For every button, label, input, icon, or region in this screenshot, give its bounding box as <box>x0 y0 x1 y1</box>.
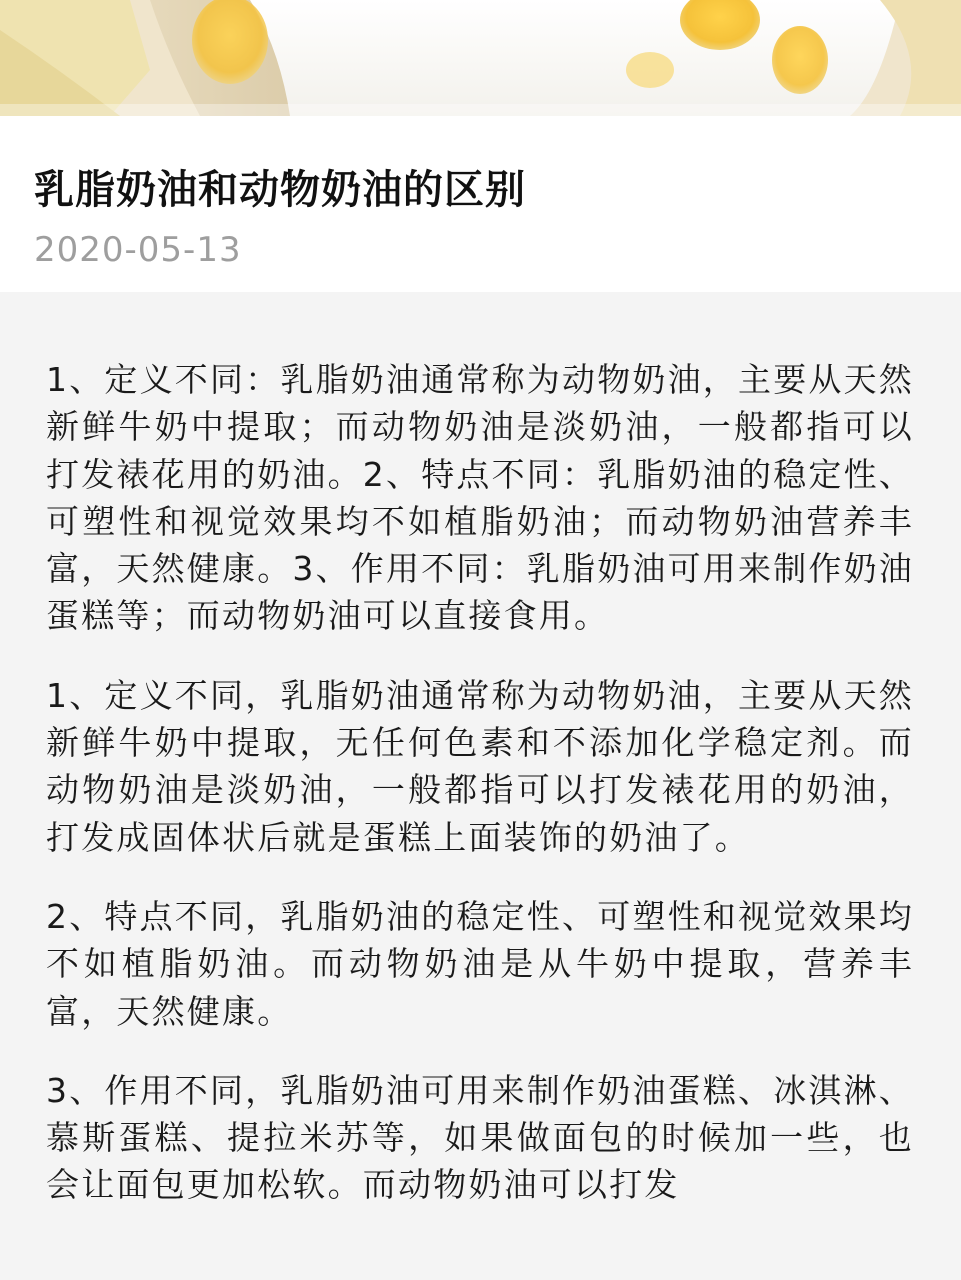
article-title: 乳脂奶油和动物奶油的区别 <box>34 167 526 213</box>
article-header <box>0 116 961 292</box>
paragraph-usage: 3、作用不同，乳脂奶油可用来制作奶油蛋糕、冰淇淋、慕斯蛋糕、提拉米苏等，如果做面包的时候加一些，也会让面包更加松软。而动物奶油可以打发 <box>46 1070 914 1205</box>
publish-date: 2020-05-13 <box>34 230 242 270</box>
paragraph-summary: 1、定义不同：乳脂奶油通常称为动物奶油，主要从天然新鲜牛奶中提取；而动物奶油是淡奶油，一般都指可以打发裱花用的奶油。2、特点不同：乳脂奶油的稳定性、可塑性和视觉效果均不如植脂奶油；而动物奶油营养丰富，天然健康。3、作用不同：乳脂奶油可用来制作奶油蛋糕等；而动物奶油可以直接食用。 <box>46 360 914 636</box>
article-body <box>46 356 914 1241</box>
cover-image <box>0 0 961 116</box>
cake-photo <box>0 0 961 116</box>
paragraph-characteristics: 2、特点不同，乳脂奶油的稳定性、可塑性和视觉效果均不如植脂奶油。而动物奶油是从牛奶中提取，营养丰富，天然健康。 <box>46 896 914 1031</box>
paragraph-definition: 1、定义不同，乳脂奶油通常称为动物奶油，主要从天然新鲜牛奶中提取，无任何色素和不添加化学稳定剂。而动物奶油是淡奶油，一般都指可以打发裱花用的奶油，打发成固体状后就是蛋糕上面装饰的奶油了。 <box>46 675 914 857</box>
